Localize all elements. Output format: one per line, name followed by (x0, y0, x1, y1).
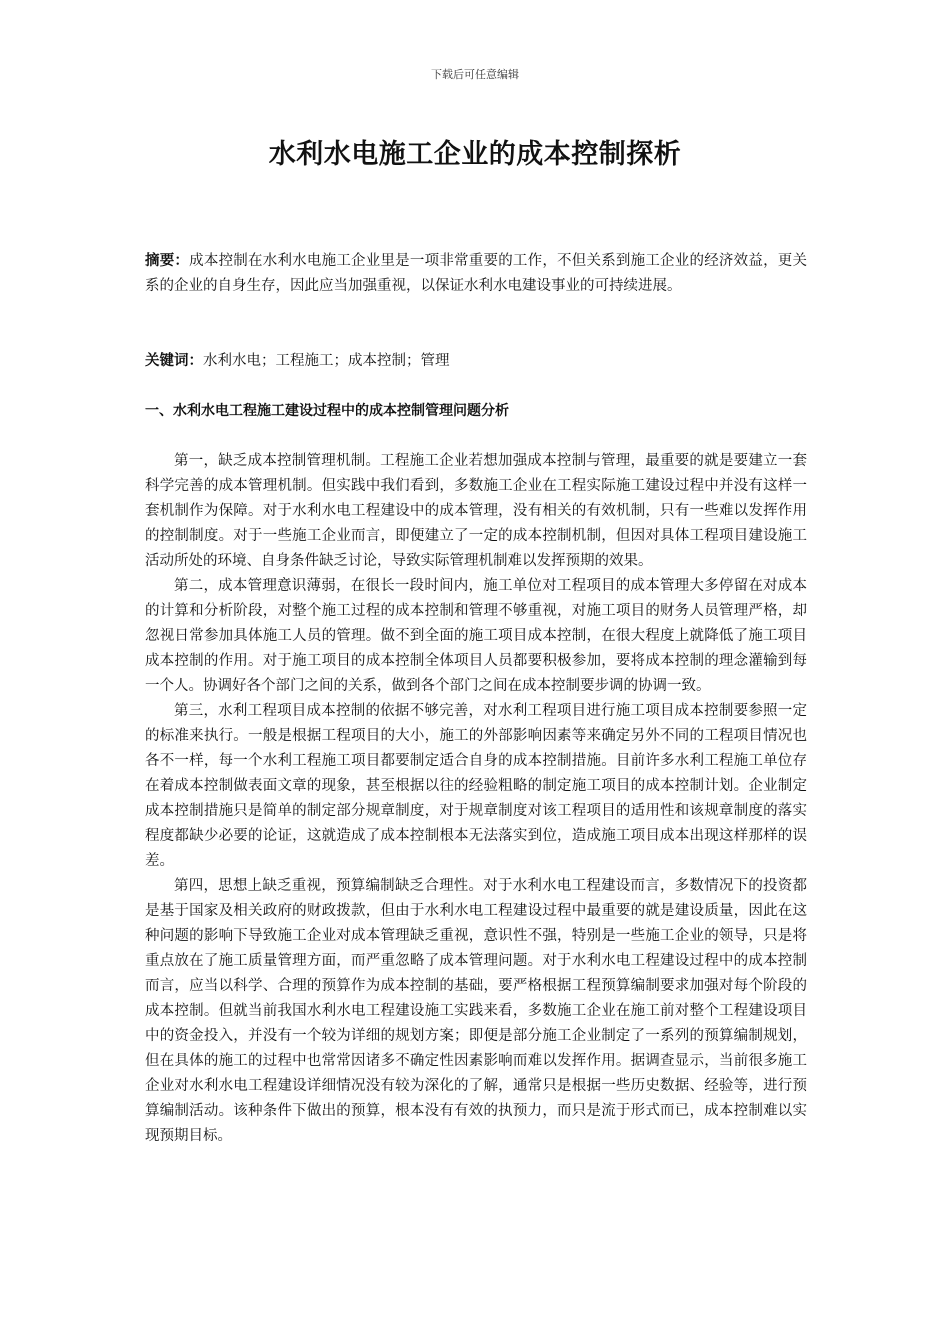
page-header-note: 下载后可任意编辑 (431, 68, 519, 81)
paragraph-2: 第二，成本管理意识薄弱，在很长一段时间内，施工单位对工程项目的成本管理大多停留在对成本的计算和分析阶段，对整个施工过程的成本控制和管理不够重视，对施工项目的财务人员管理严格，却忽视日常参加具体施工人员的管理。做不到全面的施工项目成本控制，在很大程度上就降低了施工项目成本控制的作用。对于施工项目的成本控制全体项目人员都要积极参加，要将成本控制的理念灌输到每一个人。协调好各个部门之间的关系，做到各个部门之间在成本控制要步调的协调一致。 (145, 578, 807, 694)
abstract-text: 成本控制在水利水电施工企业里是一项非常重要的工作，不但关系到施工企业的经济效益，更关系的企业的自身生存，因此应当加强重视，以保证水利水电建设事业的可持续进展。 (145, 253, 808, 294)
keywords (145, 349, 807, 374)
paragraph-1: 第一，缺乏成本控制管理机制。工程施工企业若想加强成本控制与管理，最重要的就是要建立一套科学完善的成本管理机制。但实践中我们看到，多数施工企业在工程实际施工建设过程中并没有这样一套机制作为保障。对于水利水电工程建设中的成本管理，没有相关的有效机制，只有一些难以发挥作用的控制制度。对于一些施工企业而言，即便建立了一定的成本控制机制，但因对具体工程项目建设施工活动所处的环境、自身条件缺乏讨论，导致实际管理机制难以发挥预期的效果。 (145, 453, 807, 569)
section-body (145, 449, 807, 1149)
paragraph-3: 第三，水利工程项目成本控制的依据不够完善，对水利工程项目进行施工项目成本控制要参照一定的标准来执行。一般是根据工程项目的大小，施工的外部影响因素等来确定另外不同的工程项目情况也各不一样，每一个水利工程施工项目都要制定适合自身的成本控制措施。目前许多水利工程施工单位存在着成本控制做表面文章的现象，甚至根据以往的经验粗略的制定施工项目的成本控制计划。企业制定成本控制措施只是简单的制定部分规章制度，对于规章制度对该工程项目的适用性和该规章制度的落实程度都缺少必要的论证，这就造成了成本控制根本无法落实到位，造成施工项目成本出现这样那样的误差。 (145, 703, 807, 869)
section-heading: 一、水利水电工程施工建设过程中的成本控制管理问题分析 (145, 403, 509, 419)
keywords-text: 水利水电；工程施工；成本控制；管理 (203, 353, 450, 369)
abstract (145, 249, 807, 299)
keywords-label: 关键词： (145, 353, 203, 369)
paragraph-4: 第四，思想上缺乏重视，预算编制缺乏合理性。对于水利水电工程建设而言，多数情况下的投资都是基于国家及相关政府的财政拨款，但由于水利水电工程建设过程中最重要的就是建设质量，因此在这种问题的影响下导致施工企业对成本管理缺乏重视，意识性不强，特别是一些施工企业的领导，只是将重点放在了施工质量管理方面，而严重忽略了成本管理问题。对于水利水电工程建设过程中的成本控制而言，应当以科学、合理的预算作为成本控制的基础，要严格根据工程预算编制要求加强对每个阶段的成本控制。但就当前我国水利水电工程建设施工实践来看，多数施工企业在施工前对整个工程建设项目中的资金投入，并没有一个较为详细的规划方案；即便是部分施工企业制定了一系列的预算编制规划，但在具体的施工的过程中也常常因诸多不确定性因素影响而难以发挥作用。据调查显示，当前很多施工企业对水利水电工程建设详细情况没有较为深化的了解，通常只是根据一些历史数据、经验等，进行预算编制活动。该种条件下做出的预算，根本没有有效的执预力，而只是流于形式而已，成本控制难以实现预期目标。 (145, 878, 807, 1144)
abstract-label: 摘要： (145, 253, 190, 269)
document-title: 水利水电施工企业的成本控制探析 (268, 139, 682, 170)
